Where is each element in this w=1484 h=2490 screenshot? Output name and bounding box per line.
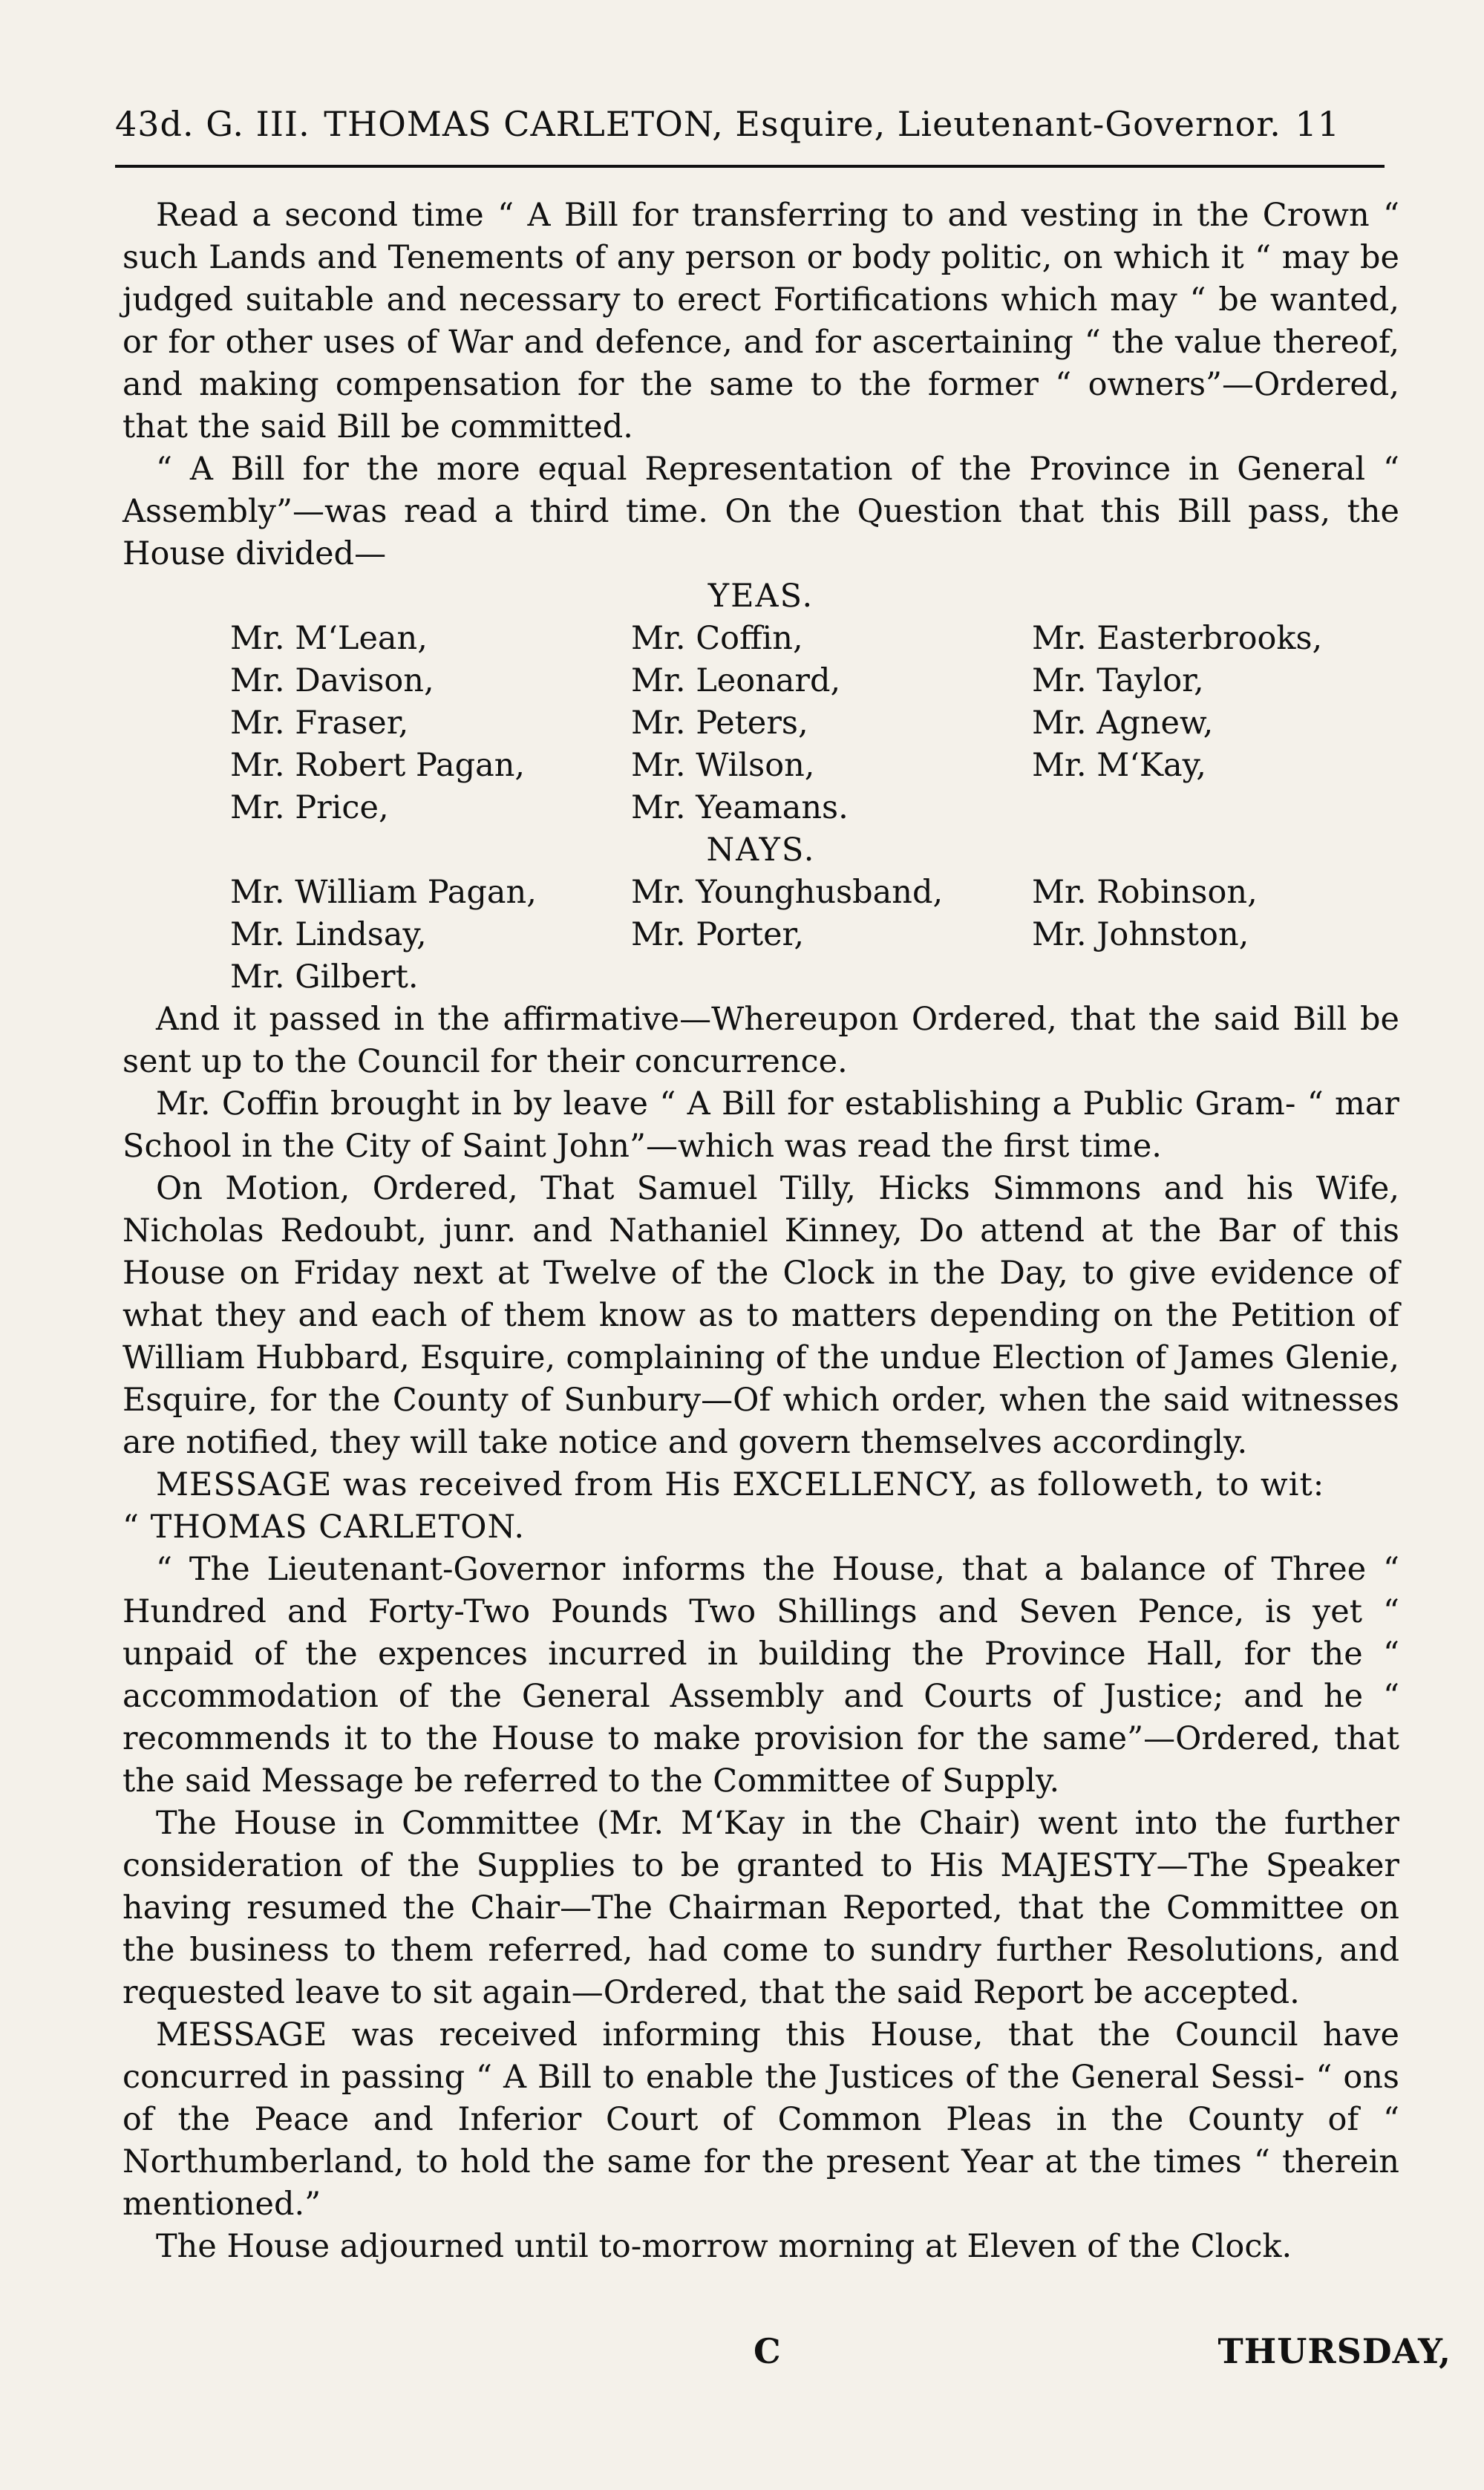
paragraph-affirmative: And it passed in the affirmative—Whereupon Ordered, that the said Bill be sent up to the Council for their concurrence. <box>122 1001 1399 1080</box>
running-header <box>115 104 1340 144</box>
header-regnal-year: 43d. G. III. <box>115 104 310 144</box>
member-name: Mr. Lindsay, <box>230 916 427 953</box>
catchword: THURSDAY, <box>1217 2331 1451 2371</box>
member-name <box>1032 956 1433 999</box>
page-number: 11 <box>1295 104 1340 144</box>
paragraph-province-hall: “ The Lieutenant-Governor informs the House, that a balance of Three “ Hundred and Forty-Two Pounds Two Shillings and Seven Pence, is yet “ unpaid of the expences incurred in building the Province Hall, for the “ accommodation of the General Assembly and Courts of Justice; and he “ recommends it to the House to make provision for the same”—Ordered, that the said Message be referred to the Committee of Supply. <box>122 1551 1399 1800</box>
signature-mark: C <box>754 2331 781 2371</box>
member-name: Mr. Peters, <box>631 705 808 742</box>
member-name: Mr. Gilbert. <box>230 958 419 996</box>
member-name: Mr. Younghusband, <box>631 874 944 911</box>
member-name: Mr. Agnew, <box>1032 705 1214 742</box>
member-name <box>1032 787 1433 829</box>
nays-list <box>122 872 1399 999</box>
header-title: THOMAS CARLETON, Esquire, Lieutenant-Governor. <box>324 104 1281 144</box>
member-name: Mr. M‘Lean, <box>230 620 428 657</box>
member-name: Mr. Price, <box>230 789 389 826</box>
paragraph-adjournment: The House adjourned until to-morrow morning at Eleven of the Clock. <box>156 2228 1292 2265</box>
member-name: Mr. Fraser, <box>230 705 409 742</box>
member-name: Mr. Leonard, <box>631 662 841 699</box>
member-name: Mr. Coffin, <box>631 620 803 657</box>
member-name: Mr. Easterbrooks, <box>1032 620 1323 657</box>
nays-heading: NAYS. <box>706 831 816 869</box>
yeas-heading: YEAS. <box>707 578 814 615</box>
paragraph-fortifications-bill: Read a second time “ A Bill for transferring to and vesting in the Crown “ such Lands and Tenements of any person or body politic, on which it “ may be judged suitable and necessary to erect Fortifications which may “ be wanted, or for other uses of War and defence, and for ascertaining “ the value thereof, and making compensation for the same to the former “ owners”—Ordered, that the said Bill be committed. <box>122 197 1399 445</box>
paragraph-council-message: MESSAGE was received informing this House, that the Council have concurred in passing “ A Bill to enable the Justices of the General Sessi- “ ons of the Peace and Inferior Court of Common Pleas in the County of “ Northumberland, to hold the same for the present Year at the times “ therein mentioned.” <box>122 2016 1399 2223</box>
journal-body <box>122 195 1399 2268</box>
paragraph-message-intro: MESSAGE was received from His EXCELLENCY, as followeth, to wit: <box>156 1466 1325 1503</box>
header-rule <box>115 165 1385 168</box>
member-name: Mr. Robert Pagan, <box>230 747 526 784</box>
member-name: Mr. Taylor, <box>1032 662 1204 699</box>
member-name: Mr. William Pagan, <box>230 874 537 911</box>
paragraph-committee-supplies: The House in Committee (Mr. M‘Kay in the Chair) went into the further consideration of the Supplies to be granted to His MAJESTY—The Speaker having resumed the Chair—The Chairman Reported, that the Committee on the business to them referred, had come to sundry further Resolutions, and requested leave to sit again—Ordered, that the said Report be accepted. <box>122 1805 1399 2011</box>
page-footer <box>115 2331 1451 2376</box>
paragraph-grammar-school: Mr. Coffin brought in by leave “ A Bill for establishing a Public Gram- “ mar School in the City of Saint John”—which was read the first time. <box>122 1085 1399 1165</box>
member-name: Mr. Wilson, <box>631 747 815 784</box>
paragraph-message-signature: “ THOMAS CARLETON. <box>122 1509 526 1546</box>
member-name <box>631 956 1032 999</box>
member-name: Mr. Johnston, <box>1032 916 1249 953</box>
yeas-list <box>122 618 1399 829</box>
member-name: Mr. Robinson, <box>1032 874 1258 911</box>
member-name: Mr. Yeamans. <box>631 789 849 826</box>
member-name: Mr. M‘Kay, <box>1032 747 1206 784</box>
member-name: Mr. Porter, <box>631 916 805 953</box>
paragraph-witnesses-order: On Motion, Ordered, That Samuel Tilly, Hicks Simmons and his Wife, Nicholas Redoubt, junr. and Nathaniel Kinney, Do attend at the Bar of this House on Friday next at Twelve of the Clock in the Day, to give evidence of what they and each of them know as to matters depending on the Petition of William Hubbard, Esquire, complaining of the undue Election of James Glenie, Esquire, for the County of Sunbury—Of which order, when the said witnesses are notified, they will take notice and govern themselves accordingly. <box>122 1170 1399 1461</box>
member-name: Mr. Davison, <box>230 662 434 699</box>
paragraph-representation-bill: “ A Bill for the more equal Representation of the Province in General “ Assembly”—was read a third time. On the Question that this Bill pass, the House divided— <box>122 451 1399 572</box>
